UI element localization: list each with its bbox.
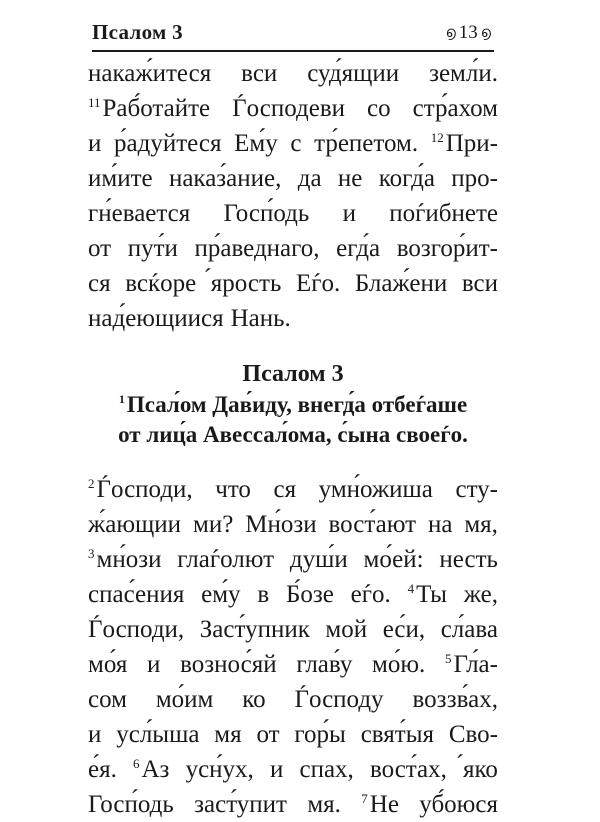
word-text: мой — [325, 616, 368, 643]
word — [367, 91, 391, 126]
word — [88, 717, 101, 752]
word — [299, 752, 353, 787]
word — [413, 91, 498, 126]
text-line — [88, 472, 498, 507]
word — [88, 56, 211, 91]
word-text: Ѓосподеви — [232, 95, 346, 122]
word-text: мо́я — [88, 651, 128, 678]
word-text: несть — [439, 546, 498, 573]
word — [364, 542, 424, 577]
text-line — [88, 161, 498, 196]
superscription-text-1: Псал́ом Дав́иду, внегд́а отбеѓаше — [126, 392, 468, 417]
word — [463, 752, 498, 787]
word — [270, 752, 283, 787]
verse-number: 11 — [88, 94, 101, 110]
word — [177, 542, 274, 577]
word-text: ́яко — [463, 756, 498, 783]
word — [355, 266, 447, 301]
word — [88, 577, 184, 612]
verse-number: 4 — [407, 580, 415, 596]
word — [464, 577, 498, 612]
word — [325, 612, 367, 647]
psalm-2-ending — [88, 56, 498, 336]
word — [451, 161, 498, 196]
word-text: усн́ух, — [185, 756, 254, 783]
word-text: При- — [445, 130, 498, 157]
word — [445, 647, 498, 682]
word-text: ми? — [193, 511, 234, 538]
word-text: умн́ожиша — [318, 476, 433, 503]
word-text: Б́озе — [286, 581, 334, 608]
word-text: Госп́одь — [88, 791, 174, 818]
word-text: не — [337, 165, 363, 192]
word — [186, 752, 254, 787]
word — [180, 647, 276, 682]
word-text: Мн́ози — [245, 511, 317, 538]
word — [273, 472, 296, 507]
word-text: Нань. — [230, 305, 291, 332]
word-text: Не — [369, 791, 399, 818]
text-line — [88, 647, 498, 682]
psalm-3-text — [88, 472, 498, 822]
header-title: Псалом 3 — [92, 20, 183, 44]
word — [429, 56, 498, 91]
word-text: вси — [241, 60, 278, 87]
word — [147, 647, 160, 682]
word-text: мо́ей: — [363, 546, 424, 573]
word-text: е́я. — [88, 756, 117, 783]
word-text: и — [88, 721, 102, 748]
word — [439, 542, 498, 577]
word-text: что — [215, 476, 251, 503]
word-text: спас́ения — [88, 581, 185, 608]
word — [314, 126, 418, 161]
word-text: и — [88, 130, 102, 157]
word-text: про- — [451, 165, 498, 192]
word — [133, 752, 169, 787]
word — [290, 542, 348, 577]
word — [200, 612, 310, 647]
text-line — [88, 56, 498, 91]
word-text: от — [88, 235, 112, 262]
word-text: на — [427, 511, 453, 538]
word — [214, 717, 241, 752]
word — [232, 91, 345, 126]
word — [245, 507, 316, 542]
word-text: глав́у — [296, 651, 353, 678]
word — [224, 196, 310, 231]
word-text: глаѓолют — [177, 546, 275, 573]
word-text: гн́евается — [88, 200, 191, 227]
text-line — [88, 612, 498, 647]
word-text: вознос́яй — [180, 651, 277, 678]
section-title: Псалом 3 — [242, 361, 344, 387]
word — [361, 717, 434, 752]
word — [397, 231, 498, 266]
word — [462, 266, 498, 301]
word-text: пут́и — [127, 235, 178, 262]
word-text: свят́ыя — [360, 721, 434, 748]
word — [286, 577, 334, 612]
word-text: со — [367, 95, 391, 122]
word-text: и — [342, 200, 356, 227]
word — [88, 647, 127, 682]
word-text: возгор́ит- — [396, 235, 498, 262]
word-text: земл́и. — [429, 60, 498, 87]
word — [242, 682, 265, 717]
word-text: ес́и, — [382, 616, 426, 643]
word-text: да — [297, 165, 322, 192]
word-text: же, — [463, 581, 498, 608]
word-text: мо́ю. — [372, 651, 426, 678]
word-text: ся — [88, 270, 111, 297]
text-line — [88, 507, 498, 542]
word — [419, 787, 498, 822]
verse-number: 5 — [445, 650, 452, 666]
word — [201, 577, 240, 612]
word-text: Ѓосподи, — [96, 476, 193, 503]
word-text: Аз — [141, 756, 170, 783]
word — [379, 161, 435, 196]
word — [372, 647, 425, 682]
word-text: вост́ах, — [369, 756, 447, 783]
text-line — [88, 752, 498, 787]
page-body — [88, 56, 498, 822]
word — [194, 787, 287, 822]
word — [88, 161, 153, 196]
text-line — [88, 542, 498, 577]
word-text: всќоре — [125, 270, 197, 297]
word — [88, 787, 174, 822]
word-text: и — [269, 756, 284, 783]
word-text: егд́а — [336, 235, 381, 262]
word — [128, 231, 178, 266]
word-text: сл́ава — [440, 616, 498, 643]
word — [449, 717, 498, 752]
word — [428, 507, 452, 542]
word-text: мя — [214, 721, 242, 748]
word — [290, 126, 301, 161]
word-text: уб́оюся — [419, 791, 498, 818]
superscription-line-1 — [88, 390, 498, 420]
text-line — [88, 301, 498, 336]
word — [431, 126, 498, 161]
word — [88, 472, 193, 507]
word-text: Ем́у — [234, 130, 278, 157]
word — [215, 472, 251, 507]
word — [408, 577, 447, 612]
word-text: и — [147, 651, 161, 678]
word-text: ся — [273, 476, 297, 503]
running-header — [92, 22, 494, 52]
word — [412, 682, 498, 717]
word — [361, 787, 399, 822]
word-text: спах, — [299, 756, 354, 783]
word-text: Заст́упник — [199, 616, 310, 643]
word-text: мо́им — [155, 686, 214, 713]
word-text: накаж́итеся — [88, 60, 212, 87]
word-text: пр́аведнаго, — [194, 235, 320, 262]
text-line — [88, 717, 498, 752]
word — [343, 196, 356, 231]
word — [88, 301, 224, 336]
word — [169, 161, 281, 196]
text-line — [88, 682, 498, 717]
word — [441, 612, 498, 647]
word — [116, 717, 199, 752]
word-text: заст́упит — [194, 791, 287, 818]
word-text: ем́у — [201, 581, 241, 608]
word — [294, 717, 345, 752]
word — [88, 266, 111, 301]
verse-number: 6 — [133, 755, 140, 771]
text-line — [88, 266, 498, 301]
word — [211, 266, 282, 301]
word-text: Госп́одь — [223, 200, 310, 227]
verse-number: 1 — [118, 392, 125, 407]
word — [307, 787, 341, 822]
word — [256, 717, 279, 752]
word-text: Раб́отайте — [102, 95, 211, 122]
text-line — [88, 196, 498, 231]
word-text: вси — [461, 270, 498, 297]
page-number: 13 — [458, 22, 478, 43]
word-text: суд́ящии — [307, 60, 400, 87]
word — [88, 507, 181, 542]
word-text: душ́и — [289, 546, 348, 573]
word-text: Ѓосподу — [294, 686, 384, 713]
ornament-left-icon: ൭ — [445, 24, 456, 41]
word — [295, 682, 384, 717]
word-text: усл́ыша — [116, 721, 200, 748]
word — [298, 161, 322, 196]
word-text: сту- — [455, 476, 498, 503]
word — [88, 752, 117, 787]
word — [88, 126, 101, 161]
word — [307, 56, 399, 91]
word-text: еѓо. — [350, 581, 391, 608]
word — [464, 507, 498, 542]
word-text: когд́а — [378, 165, 435, 192]
word-text: над́еющиися — [88, 305, 224, 332]
word — [389, 196, 498, 231]
word — [195, 231, 320, 266]
text-line — [88, 91, 498, 126]
word-text: Гл́а- — [453, 651, 498, 678]
word — [88, 542, 161, 577]
word — [231, 301, 291, 336]
word-text: Сво- — [448, 721, 498, 748]
word — [125, 266, 196, 301]
word-text: с — [290, 130, 302, 157]
word-text: ж́ающии — [88, 511, 182, 538]
word — [193, 507, 233, 542]
word-text: в — [257, 581, 270, 608]
word — [88, 612, 184, 647]
page-number-block — [443, 22, 494, 44]
verse-number: 7 — [361, 790, 368, 806]
word — [455, 472, 498, 507]
word — [88, 682, 127, 717]
word — [329, 507, 416, 542]
word-text: Ты — [416, 581, 447, 608]
word-text: р́адуйтеся — [114, 130, 222, 157]
word-text: от — [256, 721, 280, 748]
ornament-right-icon: ൭ — [480, 24, 491, 41]
text-line — [88, 787, 498, 822]
word-text: сом — [88, 686, 127, 713]
word — [351, 577, 391, 612]
word — [257, 577, 269, 612]
verse-number: 2 — [88, 475, 95, 491]
word-text: вост́ают — [328, 511, 416, 538]
word — [88, 196, 190, 231]
word — [88, 231, 111, 266]
word-text: воззв́ах, — [412, 686, 498, 713]
word — [319, 472, 433, 507]
word-text: ко — [242, 686, 266, 713]
text-line — [88, 577, 498, 612]
word — [370, 752, 447, 787]
word-text: тр́епетом. — [314, 130, 419, 157]
word — [88, 91, 210, 126]
word — [114, 126, 221, 161]
word — [338, 161, 362, 196]
word — [241, 56, 277, 91]
verse-number: 12 — [430, 129, 444, 145]
word-text: поѓибнете — [389, 200, 498, 227]
word-text: им́ите — [88, 165, 153, 192]
word-text: мя, — [464, 511, 498, 538]
word-text: мн́ози — [96, 546, 162, 573]
word — [296, 266, 340, 301]
word-text: мя. — [307, 791, 341, 818]
word-text: Блаж́ени — [354, 270, 448, 297]
word-text: ́ярость — [210, 270, 282, 297]
word-text: наказ́ание, — [168, 165, 282, 192]
superscription-line-2: от лиц́а Авессал́ома, с́ына своеѓо. — [118, 422, 468, 447]
word — [296, 647, 352, 682]
word-text: Еѓо. — [295, 270, 341, 297]
text-line — [88, 126, 498, 161]
text-line — [88, 231, 498, 266]
word-text: стр́ахом — [412, 95, 498, 122]
verse-number: 3 — [88, 545, 95, 561]
word — [234, 126, 278, 161]
word-text: Ѓосподи, — [88, 616, 185, 643]
word — [156, 682, 214, 717]
word — [336, 231, 380, 266]
word-text: гор́ы — [294, 721, 346, 748]
word — [383, 612, 425, 647]
